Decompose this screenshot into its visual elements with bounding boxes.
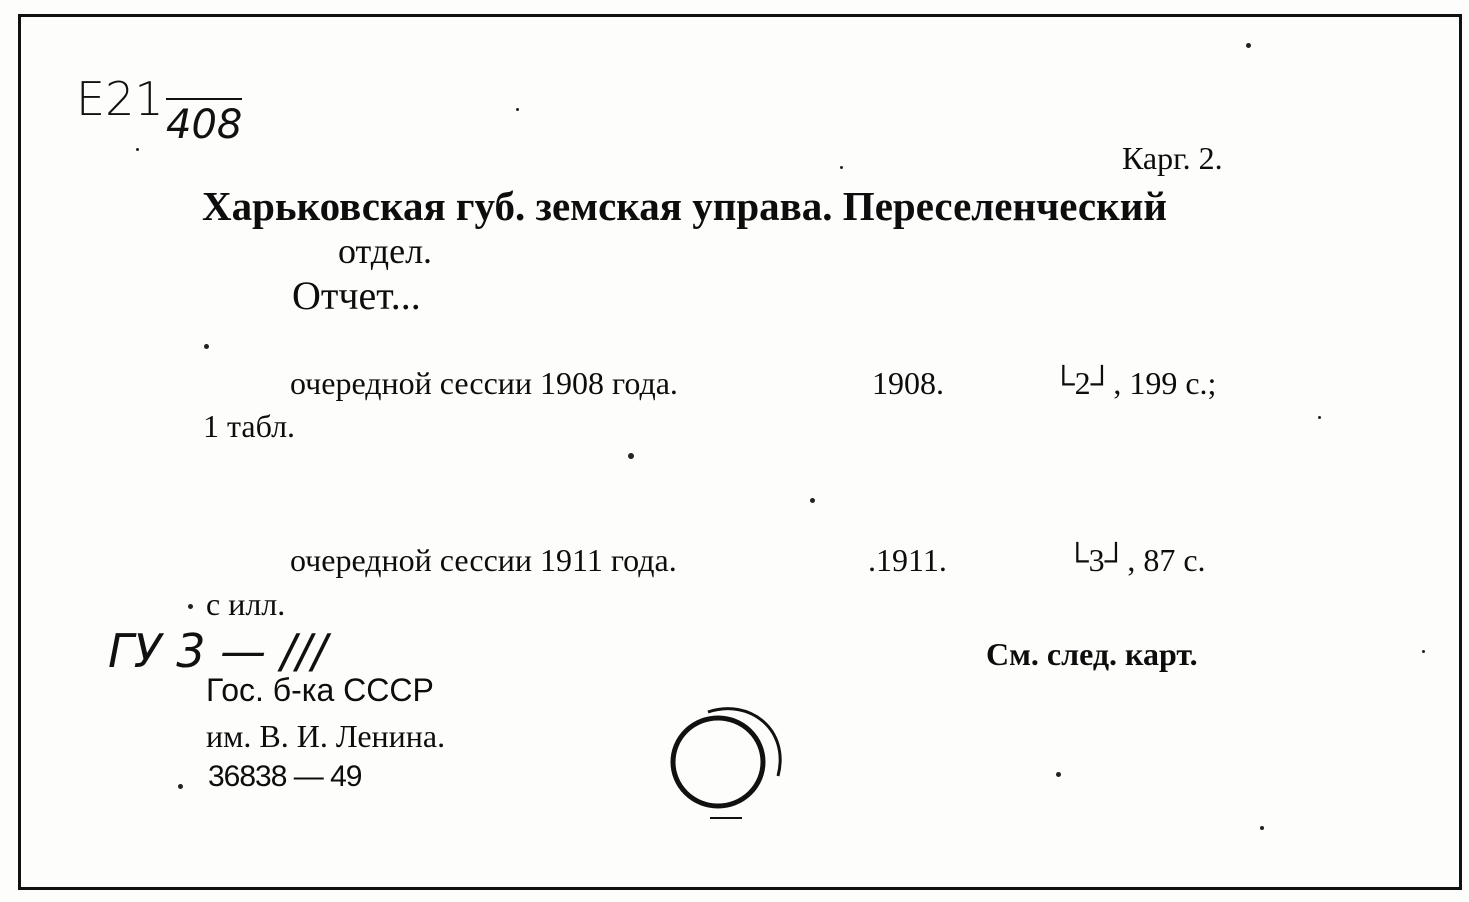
ink-speck [178,784,183,789]
ink-speck [1056,772,1061,777]
ink-speck [204,344,209,349]
entry-1-year: 1908. [872,365,944,401]
heading-line-1: Харьковская губ. земская управа. Переселенческий [202,183,1168,229]
ink-speck [1422,650,1425,653]
ink-speck [1246,43,1251,48]
see-next-card: См. след. карт. [986,636,1198,672]
library-line-2: им. В. И. Ленина. [206,718,446,754]
card-border-top [20,14,1460,17]
ink-speck [516,108,519,111]
library-line-1: Гос. б-ка СССР [206,672,434,708]
entry-2-extra: с илл. [206,586,286,622]
ink-speck [188,604,193,609]
title: Отчет... [292,273,421,318]
card-number: Карг. 2. [1122,140,1223,176]
entry-1-session: очередной сессии 1908 года. [290,365,678,401]
shelf-mark-sub: 408 [166,98,242,148]
handwritten-code: ГУ 3 — /// [108,624,328,678]
card-border-right [1459,14,1462,890]
library-line-3: 36838 — 49 [208,760,362,793]
ink-speck [840,166,843,169]
entry-1-extra: 1 табл. [203,408,296,444]
card-border-left [18,14,21,890]
ink-speck [136,148,139,151]
shelf-mark-prefix: E21 [76,72,164,126]
ink-speck [1318,416,1321,419]
entry-2-pages: └3┘, 87 с. [1066,542,1206,578]
ink-speck [810,498,815,503]
ink-speck [628,453,634,459]
card-border-bottom [20,887,1460,890]
entry-2-session: очередной сессии 1911 года. [290,542,677,578]
ink-speck [1260,826,1264,830]
shelf-mark [76,72,164,126]
heading-line-2: отдел. [338,231,433,271]
entry-2-year: .1911. [868,542,947,578]
entry-1-pages: └2┘, 199 с.; [1052,365,1217,401]
punch-hole-icon [660,690,800,820]
